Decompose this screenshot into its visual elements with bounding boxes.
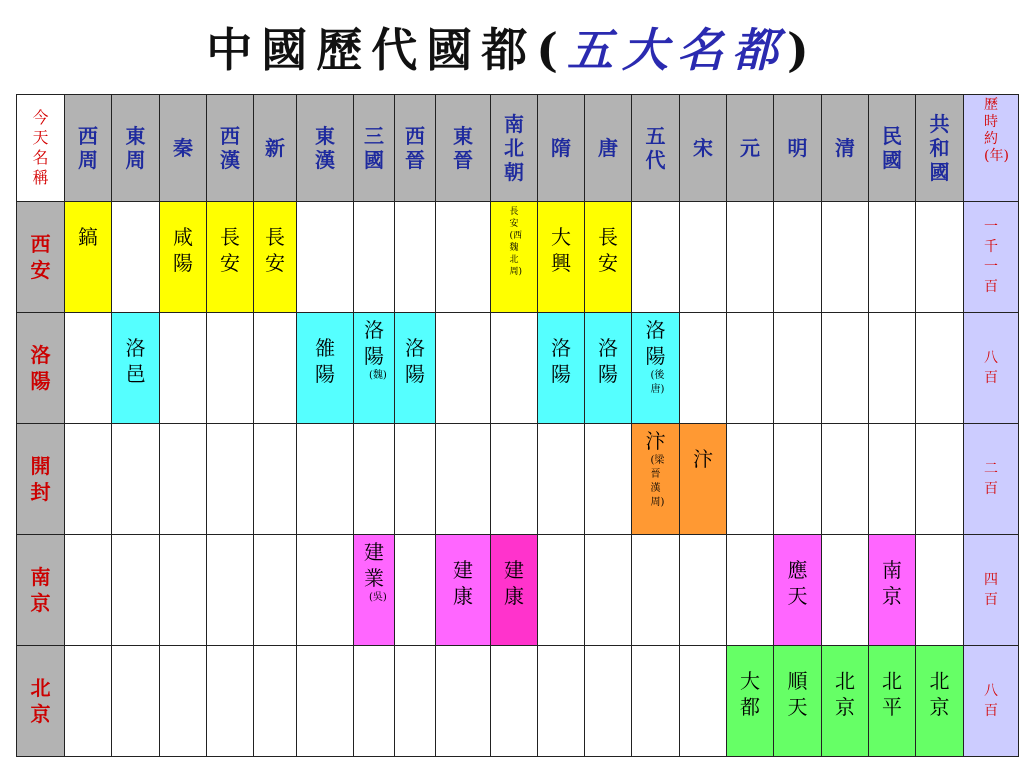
capital-cell [491, 202, 538, 313]
dynasty-name: 東晉 [453, 124, 473, 172]
capital-cell [822, 535, 869, 646]
capital-cell [354, 313, 395, 424]
capital-entry [585, 202, 631, 276]
dynasty-header [916, 95, 964, 202]
dynasty-header [491, 95, 538, 202]
capital-cell [207, 535, 254, 646]
capital-cell [254, 424, 297, 535]
capital-cell [585, 202, 632, 313]
dynasty-header [207, 95, 254, 202]
capital-cell [207, 313, 254, 424]
capital-cell [916, 313, 964, 424]
capital-cell [727, 535, 774, 646]
capital-cell [65, 313, 112, 424]
years-cell [964, 535, 1019, 646]
dynasty-header [632, 95, 680, 202]
capital-cell [436, 202, 491, 313]
dynasty-name: 明 [787, 136, 808, 160]
capital-entry [395, 313, 435, 387]
capital-entry [727, 646, 773, 720]
capital-cell [297, 646, 354, 757]
capital-entry [774, 535, 821, 609]
capital-cell [436, 313, 491, 424]
dynasty-header [869, 95, 916, 202]
capital-name: 大都 [740, 669, 760, 719]
capital-cell [822, 646, 869, 757]
capital-entry [254, 202, 296, 276]
city-name: 開封 [30, 454, 51, 504]
capital-cell [632, 535, 680, 646]
years-cell [964, 646, 1019, 757]
city-name-cell [17, 202, 65, 313]
capital-cell [774, 646, 822, 757]
dynasty-header [254, 95, 297, 202]
capital-cell [632, 646, 680, 757]
dynasty-name: 南北朝 [504, 112, 524, 184]
capital-name: 北京 [929, 669, 950, 719]
capital-cell [207, 424, 254, 535]
capital-cell [65, 646, 112, 757]
capital-note: (後唐) [650, 370, 665, 395]
capital-cell [160, 424, 207, 535]
years-header [964, 95, 1019, 202]
capital-cell [112, 202, 160, 313]
city-row [17, 313, 1019, 424]
capital-name: 鎬 [78, 225, 98, 249]
capital-name: 建康 [453, 558, 473, 608]
capital-cell [822, 202, 869, 313]
years-value: 二百 [984, 461, 998, 497]
dynasty-name: 西漢 [220, 124, 240, 172]
dynasty-name: 新 [265, 136, 285, 160]
capital-cell [916, 535, 964, 646]
capital-cell [632, 202, 680, 313]
years-value: 八百 [984, 350, 998, 386]
years-cell [964, 424, 1019, 535]
dynasty-name: 東周 [125, 124, 146, 172]
capital-entry [916, 646, 963, 720]
dynasty-header [822, 95, 869, 202]
city-name-cell [17, 535, 65, 646]
capital-cell [354, 646, 395, 757]
city-row [17, 424, 1019, 535]
capital-name: 長安 [220, 225, 240, 275]
dynasty-name: 五代 [645, 124, 666, 172]
capital-cell [65, 202, 112, 313]
dynasty-name: 三國 [364, 124, 384, 172]
dynasty-header [112, 95, 160, 202]
capital-name: 北京 [835, 669, 855, 719]
capital-cell [538, 535, 585, 646]
dynasty-name: 秦 [173, 136, 193, 160]
capital-entry [774, 646, 821, 720]
capital-cell [916, 646, 964, 757]
city-row [17, 646, 1019, 757]
capital-cell [632, 313, 680, 424]
title-highlight: 五大名都 [567, 23, 787, 77]
capital-entry [297, 313, 353, 387]
capital-cell [538, 424, 585, 535]
capital-note: (吳) [369, 592, 387, 603]
capital-entry [869, 646, 915, 720]
dynasty-name: 西晉 [405, 124, 425, 172]
corner-label-text: 今天名稱 [32, 108, 49, 187]
capital-name: 洛陽 [598, 336, 618, 386]
capital-cell [822, 424, 869, 535]
capital-cell [774, 313, 822, 424]
capital-cell [585, 424, 632, 535]
capital-name: 汴 [693, 447, 713, 471]
capital-cell [491, 313, 538, 424]
capital-cell [869, 424, 916, 535]
capital-entry [822, 646, 868, 720]
city-name: 洛陽 [30, 343, 51, 393]
capital-name: 南京 [882, 558, 902, 608]
capital-cell [538, 202, 585, 313]
capital-name: 洛陽 [645, 318, 666, 368]
capital-cell [585, 313, 632, 424]
capital-cell [869, 646, 916, 757]
city-name: 南京 [30, 565, 51, 615]
capital-entry [538, 202, 584, 276]
capital-cell [774, 535, 822, 646]
capital-cell [916, 202, 964, 313]
dynasty-name: 清 [835, 136, 855, 160]
dynasty-header [727, 95, 774, 202]
capital-cell [680, 313, 727, 424]
years-header-text: 歷時約(年) [984, 97, 1009, 164]
capital-cell [869, 313, 916, 424]
dynasty-header [354, 95, 395, 202]
years-value: 四百 [984, 572, 998, 608]
capital-cell [395, 202, 436, 313]
title-close: ) [787, 23, 818, 77]
capital-cell [869, 535, 916, 646]
capital-cell [160, 202, 207, 313]
city-name: 北京 [30, 676, 51, 726]
capital-cell [680, 202, 727, 313]
capital-cell [916, 424, 964, 535]
capital-name: 大興 [551, 225, 571, 275]
capital-cell [774, 202, 822, 313]
capital-name: 北平 [882, 669, 902, 719]
city-name-cell [17, 424, 65, 535]
capital-cell [491, 424, 538, 535]
capital-entry [436, 535, 490, 609]
capital-name: 建康 [504, 558, 524, 608]
slide-title [0, 10, 1024, 90]
dynasty-header [585, 95, 632, 202]
capital-cell [491, 646, 538, 757]
capital-entry [65, 202, 111, 250]
capital-cell [207, 202, 254, 313]
capital-cell [822, 313, 869, 424]
capital-cell [254, 202, 297, 313]
city-row [17, 535, 1019, 646]
dynasty-header [297, 95, 354, 202]
title-main: 中國歷代國都( [206, 23, 567, 77]
capital-entry [869, 535, 915, 609]
dynasty-name: 宋 [693, 136, 713, 160]
capital-entry [680, 424, 726, 472]
capital-name: 應天 [787, 558, 808, 608]
capital-cell [774, 424, 822, 535]
corner-label [17, 95, 65, 202]
capital-cell [254, 535, 297, 646]
capital-entry [207, 202, 253, 276]
capitals-table [16, 94, 1019, 757]
capital-cell [254, 646, 297, 757]
capital-cell [112, 535, 160, 646]
capital-cell [680, 424, 727, 535]
capital-name: 建業 [364, 540, 384, 590]
capital-entry [538, 313, 584, 387]
capital-cell [297, 313, 354, 424]
years-value: 一千一百 [984, 219, 998, 295]
years-value: 八百 [984, 683, 998, 719]
capital-cell [65, 535, 112, 646]
capital-cell [160, 313, 207, 424]
capital-cell [491, 535, 538, 646]
capital-cell [727, 313, 774, 424]
capital-cell [354, 202, 395, 313]
capital-cell [869, 202, 916, 313]
capital-entry [354, 313, 394, 383]
capital-cell [395, 424, 436, 535]
city-row [17, 202, 1019, 313]
dynasty-name: 東漢 [315, 124, 335, 172]
capital-cell [112, 646, 160, 757]
city-name-cell [17, 313, 65, 424]
capital-name-small: 長安(西魏北周) [509, 207, 523, 277]
capital-entry [354, 535, 394, 605]
dynasty-header-row [17, 95, 1019, 202]
capital-cell [207, 646, 254, 757]
capital-entry [585, 313, 631, 387]
capital-name: 雒陽 [315, 336, 335, 386]
capital-cell [65, 424, 112, 535]
capital-cell [538, 313, 585, 424]
years-cell [964, 313, 1019, 424]
capital-name: 洛邑 [125, 336, 146, 386]
dynasty-header [65, 95, 112, 202]
capital-entry [491, 535, 537, 609]
capital-cell [297, 535, 354, 646]
dynasty-header [160, 95, 207, 202]
capital-cell [680, 535, 727, 646]
capital-cell [354, 424, 395, 535]
capital-cell [680, 646, 727, 757]
capital-name: 長安 [598, 225, 618, 275]
dynasty-name: 元 [740, 136, 760, 160]
capital-cell [160, 535, 207, 646]
dynasty-header [680, 95, 727, 202]
dynasty-header [395, 95, 436, 202]
capital-name: 洛陽 [551, 336, 571, 386]
capital-cell [395, 535, 436, 646]
dynasty-header [774, 95, 822, 202]
capital-cell [538, 646, 585, 757]
capital-cell [585, 646, 632, 757]
capital-entry [632, 424, 679, 510]
dynasty-name: 隋 [551, 136, 571, 160]
capital-cell [632, 424, 680, 535]
capital-cell [727, 646, 774, 757]
capital-cell [112, 313, 160, 424]
capital-cell [436, 535, 491, 646]
capital-cell [727, 202, 774, 313]
capital-note: (梁晉漢周) [650, 455, 665, 508]
capital-entry [160, 202, 206, 276]
dynasty-header [538, 95, 585, 202]
capital-name: 洛陽 [405, 336, 425, 386]
capital-entry [632, 313, 679, 397]
capital-cell [395, 646, 436, 757]
city-name: 西安 [30, 232, 51, 282]
capital-cell [160, 646, 207, 757]
capital-name: 長安 [265, 225, 285, 275]
capital-cell [254, 313, 297, 424]
capital-name: 洛陽 [364, 318, 384, 368]
dynasty-name: 唐 [598, 136, 618, 160]
years-cell [964, 202, 1019, 313]
capital-note: (魏) [369, 370, 387, 381]
dynasty-name: 共和國 [929, 112, 950, 184]
capital-cell [112, 424, 160, 535]
capital-name: 汴 [645, 429, 666, 453]
capital-cell [436, 646, 491, 757]
dynasty-name: 西周 [78, 124, 98, 172]
capital-name: 咸陽 [173, 225, 193, 275]
capital-cell [354, 535, 395, 646]
capital-cell [436, 424, 491, 535]
capital-cell [727, 424, 774, 535]
city-name-cell [17, 646, 65, 757]
capital-cell [297, 424, 354, 535]
capital-name: 順天 [787, 669, 808, 719]
dynasty-name: 民國 [882, 124, 902, 172]
capital-cell [585, 535, 632, 646]
capital-cell [297, 202, 354, 313]
capital-entry [112, 313, 159, 387]
dynasty-header [436, 95, 491, 202]
capital-cell [395, 313, 436, 424]
